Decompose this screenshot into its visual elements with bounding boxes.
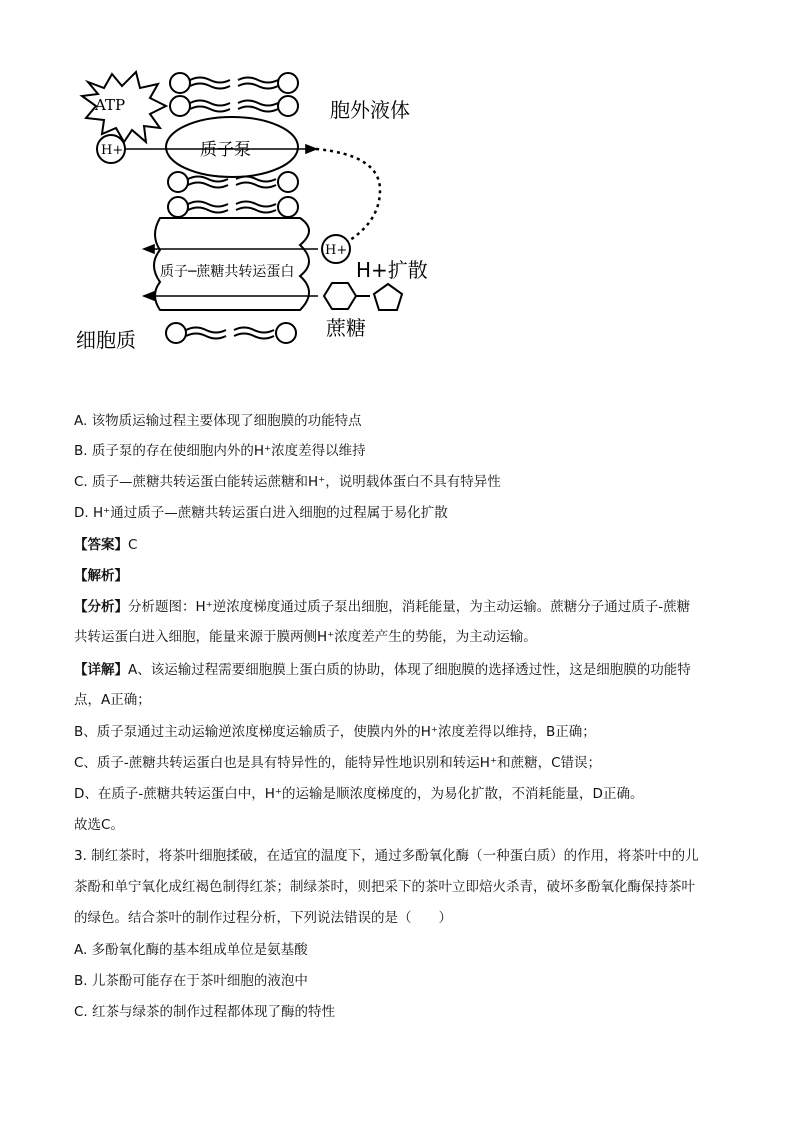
sucrose-hexagon-icon bbox=[324, 283, 356, 309]
cotransporter-label: 质子─蔗糖共转运蛋白 bbox=[160, 264, 295, 280]
xiangjie-line-2: 点，A正确； bbox=[74, 692, 151, 708]
analysis-line bbox=[74, 566, 734, 586]
xiangjie-line-4: C、质子-蔗糖共转运蛋白也是具有特异性的，能特异性地识别和转运H⁺和蔗糖，C错误； bbox=[74, 755, 601, 771]
sucrose-pentagon-icon bbox=[374, 284, 402, 310]
phospholipid-row-middle bbox=[168, 172, 298, 217]
proton-pump-label: 质子泵 bbox=[200, 140, 251, 160]
fenxi-text-1: 分析题图：H⁺逆浓度梯度通过质子泵出细胞，消耗能量，为主动运输。蔗糖分子通过质子-蔗糖 bbox=[128, 599, 691, 615]
q2-option-d: D. H⁺通过质子—蔗糖共转运蛋白进入细胞的过程属于易化扩散 bbox=[74, 505, 448, 521]
q2-option-b: B. 质子泵的存在使细胞内外的H⁺浓度差得以维持 bbox=[74, 443, 366, 459]
answer-tag: 【答案】 bbox=[74, 537, 128, 553]
xiangjie-line-5: D、在质子-蔗糖共转运蛋白中，H⁺的运输是顺浓度梯度的，为易化扩散，不消耗能量，D正确。 bbox=[74, 786, 644, 802]
answer-line bbox=[74, 535, 734, 555]
h-plus-label-right: H+ bbox=[325, 243, 348, 258]
xiangjie-line-3: B、质子泵通过主动运输逆浓度梯度运输质子，使膜内外的H⁺浓度差得以维持，B正确； bbox=[74, 724, 596, 740]
phospholipid-row-bottom bbox=[166, 323, 296, 343]
fenxi-line-2: 共转运蛋白进入细胞，能量来源于膜两侧H⁺浓度差产生的势能，为主动运输。 bbox=[74, 629, 537, 645]
phospholipid-row-top bbox=[170, 73, 298, 116]
q3-stem-line-1: 3. 制红茶时，将茶叶细胞揉破，在适宜的温度下，通过多酚氧化酶（一种蛋白质）的作用，将茶叶中的儿 bbox=[74, 848, 699, 864]
fenxi-line-1 bbox=[74, 597, 734, 617]
q3-option-a: A. 多酚氧化酶的基本组成单位是氨基酸 bbox=[74, 942, 308, 958]
q3-stem-line-3: 的绿色。结合茶叶的制作过程分析，下列说法错误的是（ ） bbox=[74, 910, 452, 926]
q2-option-c: C. 质子—蔗糖共转运蛋白能转运蔗糖和H⁺，说明载体蛋白不具有特异性 bbox=[74, 474, 501, 490]
q3-option-c: C. 红茶与绿茶的制作过程都体现了酶的特性 bbox=[74, 1004, 336, 1020]
fenxi-tag: 【分析】 bbox=[74, 599, 128, 615]
cytoplasm-label: 细胞质 bbox=[76, 328, 136, 352]
xiangjie-tag: 【详解】 bbox=[74, 662, 128, 678]
membrane-transport-diagram bbox=[0, 0, 794, 380]
q3-option-b: B. 儿茶酚可能存在于茶叶细胞的液泡中 bbox=[74, 973, 308, 989]
xiangjie-line-1 bbox=[74, 660, 734, 680]
xiangjie-line-6: 故选C。 bbox=[74, 817, 124, 833]
extracellular-label: 胞外液体 bbox=[330, 98, 410, 122]
q2-option-a: A. 该物质运输过程主要体现了细胞膜的功能特点 bbox=[74, 413, 362, 429]
q3-stem-line-2: 茶酚和单宁氧化成红褐色制得红茶；制绿茶时，则把采下的茶叶立即焙火杀青，破坏多酚氧化酶保持茶叶 bbox=[74, 879, 695, 895]
sucrose-label: 蔗糖 bbox=[326, 316, 366, 340]
xiangjie-text-1: A、该运输过程需要细胞膜上蛋白质的协助，体现了细胞膜的选择透过性，这是细胞膜的功能特 bbox=[128, 662, 691, 678]
h-plus-diffusion-label: H+扩散 bbox=[356, 258, 428, 282]
h-plus-diffusion-dotted-arrow bbox=[316, 149, 380, 240]
atp-label: ATP bbox=[95, 96, 126, 114]
h-plus-label-left: H+ bbox=[101, 143, 124, 158]
answer-value: C bbox=[128, 537, 138, 553]
analysis-tag: 【解析】 bbox=[74, 568, 128, 584]
